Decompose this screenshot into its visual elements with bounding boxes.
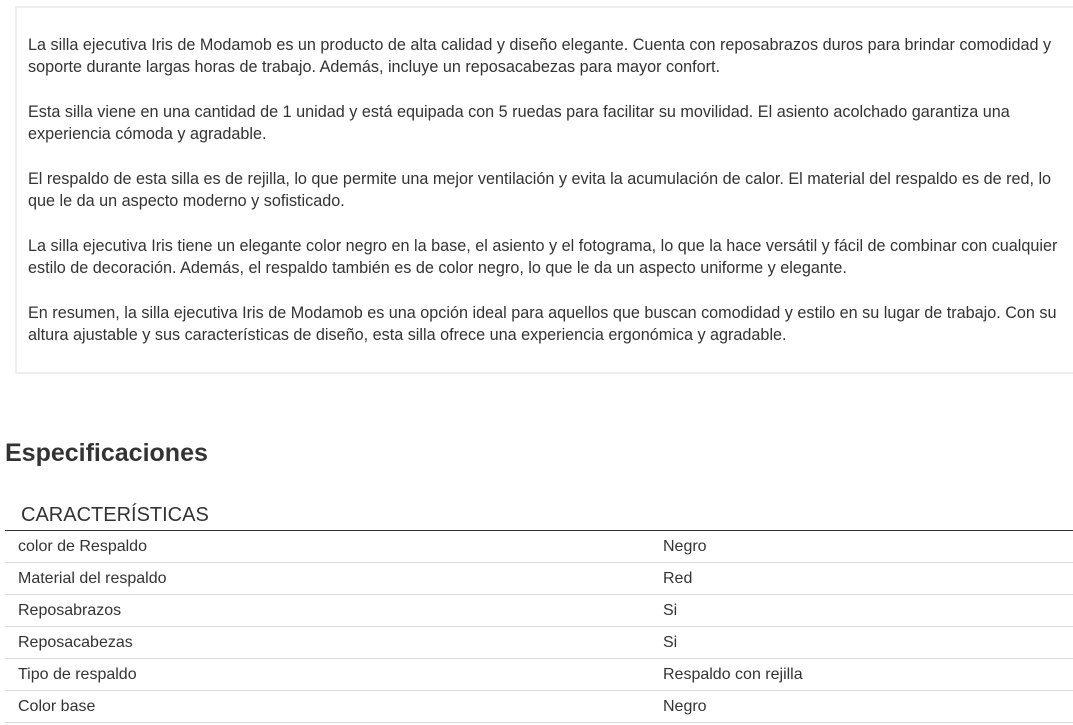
spec-key: Color base bbox=[18, 698, 96, 715]
spec-key: Reposacabezas bbox=[18, 634, 133, 651]
description-paragraph: Esta silla viene en una cantidad de 1 unidad y está equipada con 5 ruedas para facilitar su movilidad. El asiento acolchado garantiza una experiencia cómoda y agradable. bbox=[28, 103, 1010, 143]
product-description bbox=[28, 34, 1073, 369]
spec-row bbox=[5, 659, 1073, 691]
description-paragraph: El respaldo de esta silla es de rejilla, lo que permite una mejor ventilación y evita la acumulación de calor. El material del respaldo es de red, lo que le da un aspecto moderno y sofisticado. bbox=[28, 170, 1052, 210]
spec-row bbox=[5, 691, 1073, 723]
spec-value: Si bbox=[663, 602, 678, 619]
spec-row bbox=[5, 563, 1073, 595]
spec-group-title: CARACTERÍSTICAS bbox=[5, 500, 1073, 531]
spec-value: Respaldo con rejilla bbox=[663, 666, 803, 683]
spec-row bbox=[5, 627, 1073, 659]
description-paragraph: En resumen, la silla ejecutiva Iris de Modamob es una opción ideal para aquellos que buscan comodidad y estilo en su lugar de trabajo. Con su altura ajustable y sus características de diseño, esta silla ofrece una experiencia ergonómica y agradable. bbox=[28, 304, 1057, 344]
spec-key: Reposabrazos bbox=[18, 602, 122, 619]
spec-key: color de Respaldo bbox=[18, 538, 147, 555]
product-description-box bbox=[15, 6, 1073, 374]
description-paragraph: La silla ejecutiva Iris tiene un elegante color negro en la base, el asiento y el fotograma, lo que la hace versátil y fácil de combinar con cualquier estilo de decoración. Además, el respaldo también es de color negro, lo que le da un aspecto uniforme y elegante. bbox=[28, 237, 1058, 277]
description-paragraph: La silla ejecutiva Iris de Modamob es un producto de alta calidad y diseño elegante. Cuenta con reposabrazos duros para brindar comodidad y soporte durante largas horas de trabajo. Además, incluye un reposacabezas para mayor confort. bbox=[28, 36, 1052, 76]
spec-value: Si bbox=[663, 634, 678, 651]
specifications-table bbox=[5, 500, 1073, 723]
spec-row bbox=[5, 531, 1073, 563]
spec-value: Red bbox=[663, 570, 693, 587]
spec-value: Negro bbox=[663, 538, 707, 555]
spec-row bbox=[5, 595, 1073, 627]
specifications-heading: Especificaciones bbox=[5, 439, 208, 467]
spec-value: Negro bbox=[663, 698, 707, 715]
spec-key: Tipo de respaldo bbox=[18, 666, 137, 683]
spec-key: Material del respaldo bbox=[18, 570, 167, 587]
